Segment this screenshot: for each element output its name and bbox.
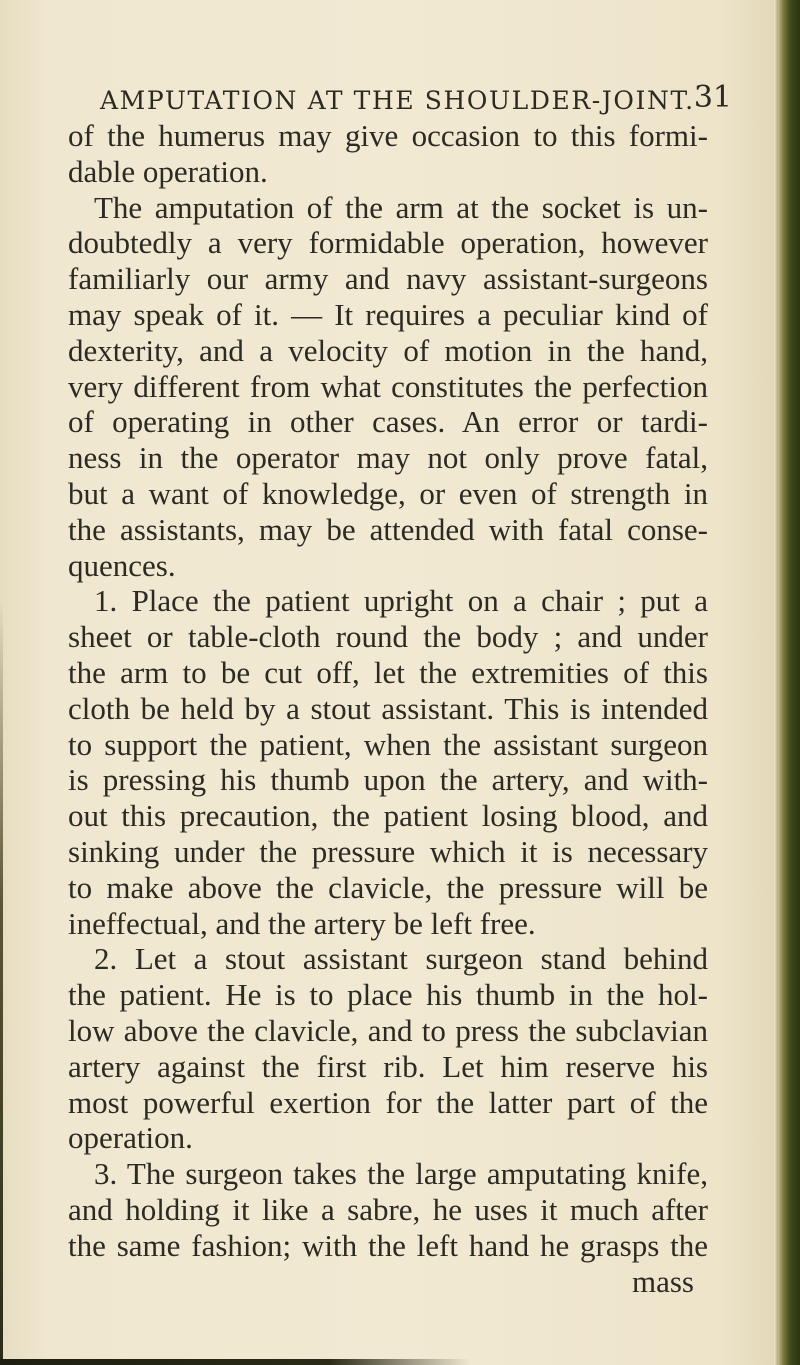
text-line: of operating in other cases. An error or tardi- [68,404,708,440]
text-line: the patient. He is to place his thumb in the hol- [68,977,708,1013]
text-line: quences. [68,547,176,583]
catchword: mass [632,1263,694,1299]
page-header [96,80,736,120]
text-line: doubtedly a very formidable operation, however [68,225,708,261]
text-line: dexterity, and a velocity of motion in the hand, [68,332,708,368]
text-line: very different from what constitutes the perfection [68,368,708,404]
text-line: the assistants, may be attended with fatal conse- [68,511,708,547]
text-line: sinking under the pressure which it is necessary [68,833,708,869]
scan-shadow-left [0,600,3,1365]
text-line: artery against the first rib. Let him reserve his [68,1048,708,1084]
running-head: AMPUTATION AT THE SHOULDER-JOINT. [100,86,695,115]
text-line: may speak of it. — It requires a peculiar kind of [68,296,708,332]
text-line: familiarly our army and navy assistant-surgeons [68,261,708,297]
text-line: is pressing his thumb upon the artery, and with- [68,762,708,798]
text-line: 3. The surgeon takes the large amputating knife, [94,1156,708,1192]
text-line: ineffectual, and the artery be left free. [68,905,536,941]
text-line: of the humerus may give occasion to this formi- [68,118,708,153]
text-line: low above the clavicle, and to press the subclavian [68,1012,708,1048]
text-line: cloth be held by a stout assistant. This is intended [68,690,708,726]
text-line: and holding it like a sabre, he uses it much after [68,1191,708,1227]
body-text [68,118,708,1299]
scan-shadow-bottom [0,1359,470,1365]
text-line: to support the patient, when the assistant surgeon [68,726,708,762]
text-line: the arm to be cut off, let the extremities of this [68,654,708,690]
text-line: out this precaution, the patient losing blood, and [68,798,708,834]
text-line: operation. [68,1120,193,1156]
text-line: but a want of knowledge, or even of strength in [68,475,708,511]
text-line: 2. Let a stout assistant surgeon stand behind [94,941,708,977]
text-line: The amputation of the arm at the socket is un- [94,189,708,225]
text-line: sheet or table-cloth round the body ; and under [68,619,708,655]
text-line: the same fashion; with the left hand he grasps the [68,1227,708,1263]
text-line: 1. Place the patient upright on a chair ; put a [94,583,708,619]
text-line: dable operation. [68,153,268,189]
page-number: 31 [693,80,732,115]
text-line: most powerful exertion for the latter part of the [68,1084,708,1120]
book-binding-edge [778,0,800,1365]
text-line: to make above the clavicle, the pressure will be [68,869,708,905]
text-line: ness in the operator may not only prove fatal, [68,440,708,476]
